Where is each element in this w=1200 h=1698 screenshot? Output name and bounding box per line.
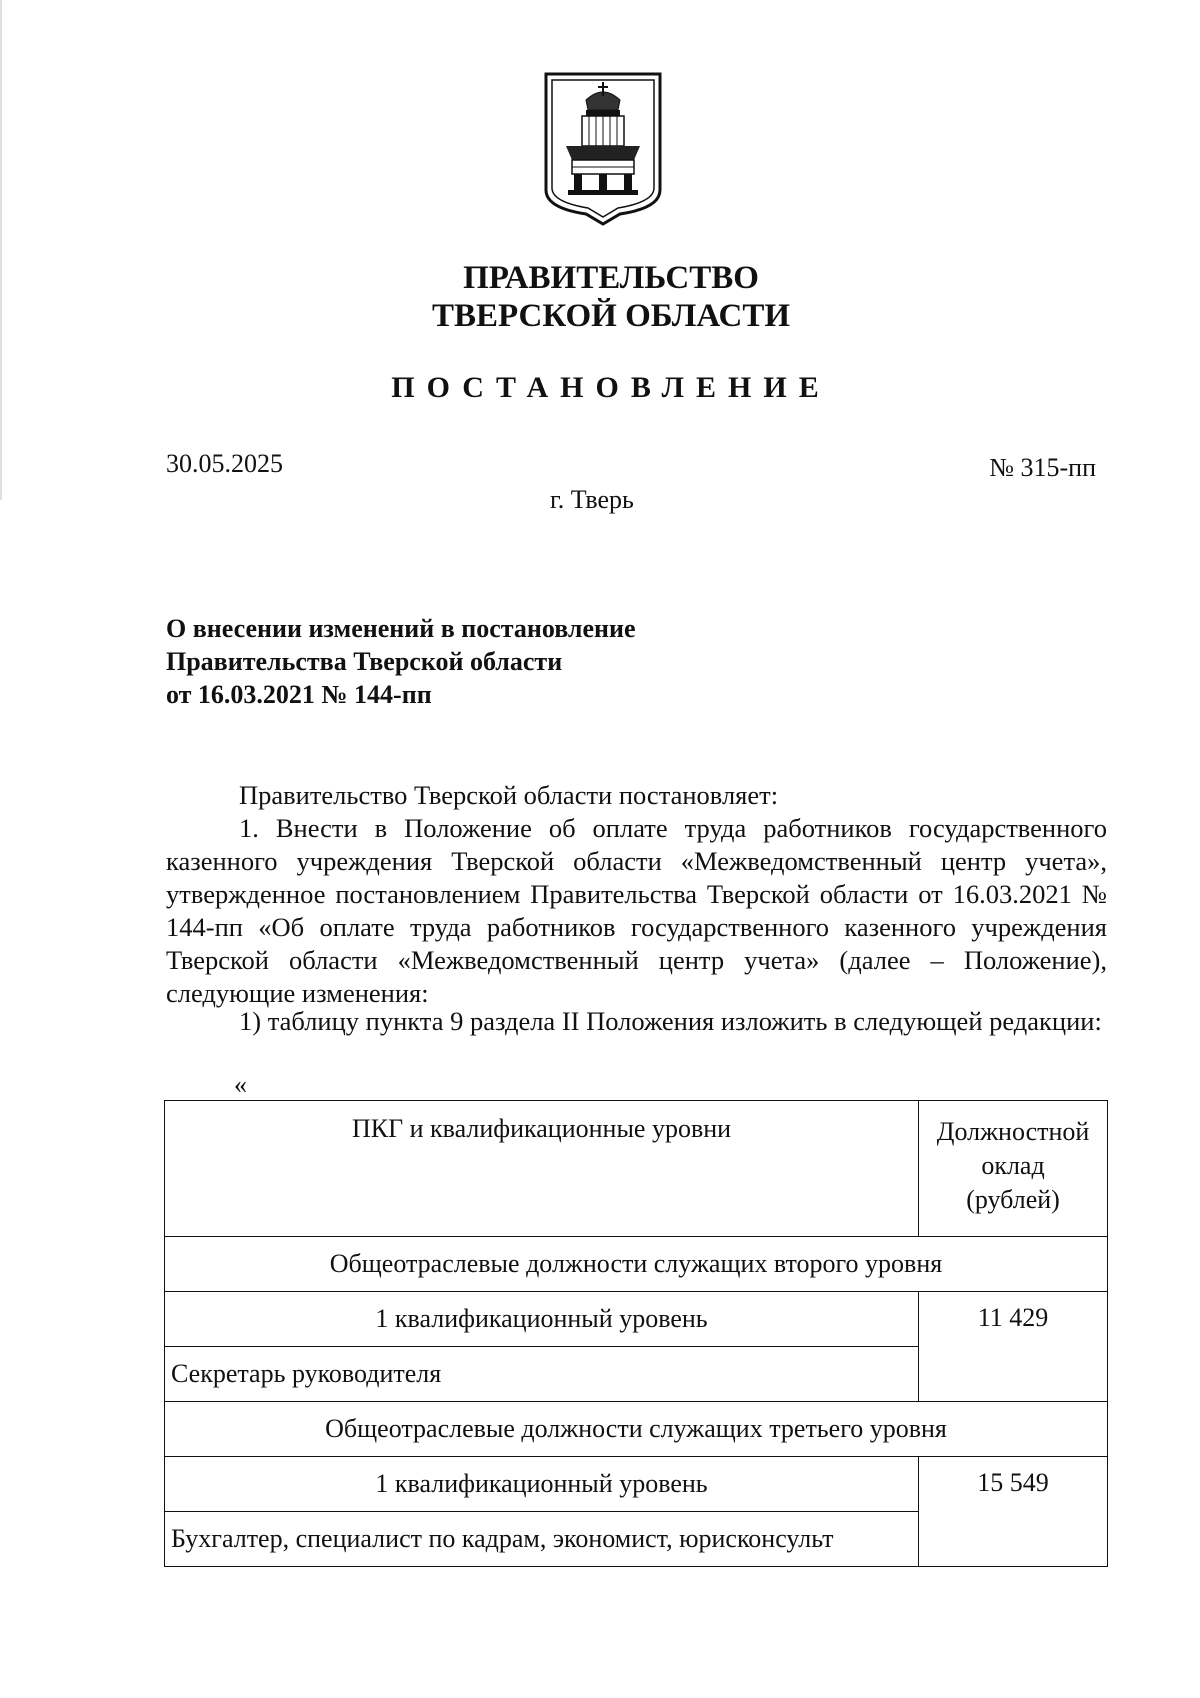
- subject-line: от 16.03.2021 № 144-пп: [166, 680, 432, 709]
- document-type-title: ПОСТАНОВЛЕНИЕ: [391, 371, 831, 404]
- subject-line: Правительства Тверской области: [166, 647, 563, 676]
- clause-1-paragraph: 1. Внести в Положение об оплате труда работников государственного казенного учреждения Тверской области «Межведомственный центр учета», утвержденное постановлением Правительства Тверской области от 16.03.2021 № 144-пп «Об оплате труда работников государственного казенного учреждения Тверской области «Межведомственный центр учета» (далее – Положение), следующие изменения:: [166, 813, 1107, 1008]
- scan-edge: [0, 0, 2, 500]
- qualification-level-cell: 1 квалификационный уровень: [165, 1457, 919, 1512]
- government-title-line1: ПРАВИТЕЛЬСТВО: [463, 260, 759, 296]
- header-text-line: оклад: [981, 1151, 1045, 1180]
- government-title-line2: ТВЕРСКОЙ ОБЛАСТИ: [431, 298, 791, 334]
- column-header-qualification: ПКГ и квалификационные уровни: [165, 1101, 919, 1237]
- group-title-cell: Общеотраслевые должности служащих третьего уровня: [165, 1402, 1108, 1457]
- group-title-cell: Общеотраслевые должности служащих второго уровня: [165, 1237, 1108, 1292]
- document-city: г. Тверь: [550, 485, 634, 514]
- table-row: [165, 1237, 1108, 1292]
- table-header-row: [165, 1101, 1108, 1237]
- positions-cell: Бухгалтер, специалист по кадрам, экономист, юрисконсульт: [165, 1512, 919, 1567]
- column-header-salary: [919, 1101, 1108, 1237]
- table-row: [165, 1457, 1108, 1512]
- header-text-line: Должностной: [936, 1117, 1090, 1146]
- header-text-line: (рублей): [966, 1185, 1060, 1214]
- salary-cell: 11 429: [919, 1292, 1108, 1402]
- salary-cell: 15 549: [919, 1457, 1108, 1567]
- opening-quote-mark: «: [234, 1070, 247, 1099]
- document-date: 30.05.2025: [166, 449, 283, 478]
- subject-line: О внесении изменений в постановление: [166, 614, 636, 643]
- document-subject: [166, 612, 636, 711]
- preamble-paragraph: Правительство Тверской области постановляет:: [239, 780, 779, 810]
- table-row: [165, 1402, 1108, 1457]
- salary-table: [164, 1100, 1108, 1567]
- coat-of-arms-icon: [542, 70, 664, 226]
- qualification-level-cell: 1 квалификационный уровень: [165, 1292, 919, 1347]
- subclause-1-paragraph: 1) таблицу пункта 9 раздела II Положения изложить в следующей редакции:: [239, 1006, 1102, 1036]
- table-row: [165, 1292, 1108, 1347]
- document-number: № 315-пп: [989, 453, 1096, 482]
- positions-cell: Секретарь руководителя: [165, 1347, 919, 1402]
